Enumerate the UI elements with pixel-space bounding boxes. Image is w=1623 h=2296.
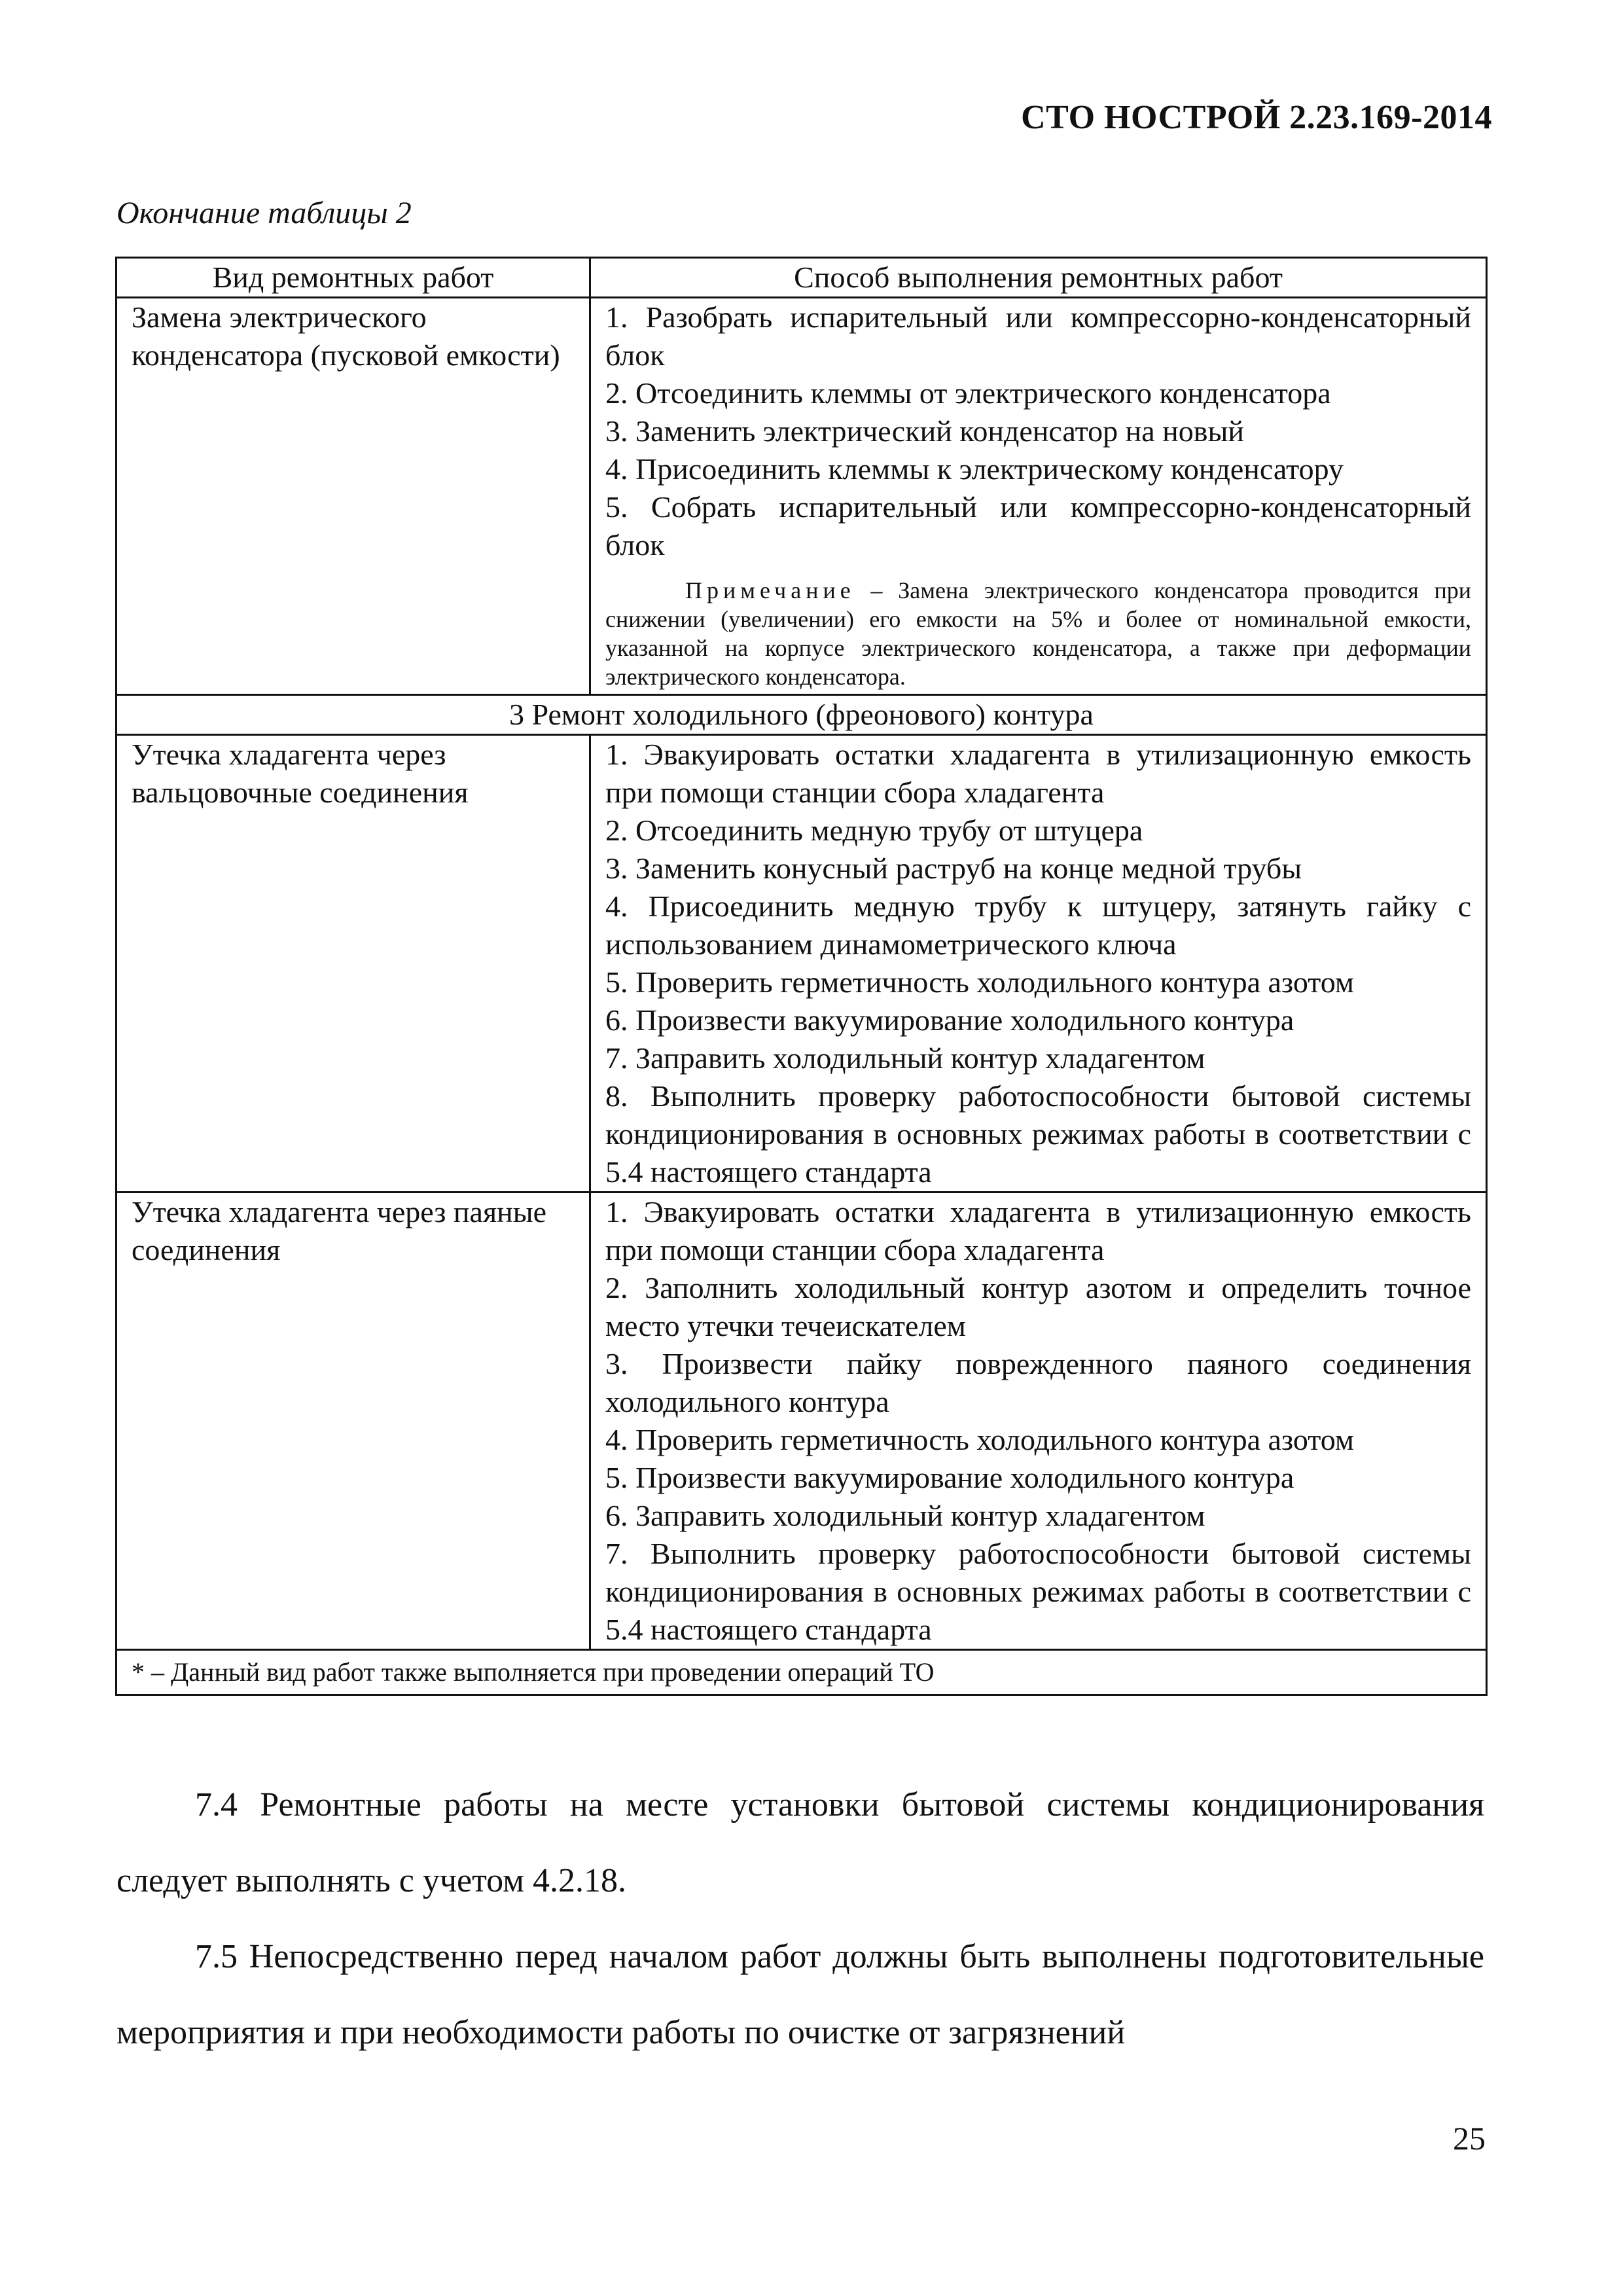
steps-list [605, 1193, 1471, 1649]
work-type-cell: Утечка хладагента через вальцовочные соединения [116, 735, 590, 1193]
step-item: 7. Заправить холодильный контур хладагентом [605, 1041, 1205, 1075]
step-item: 5. Произвести вакуумирование холодильного контура [605, 1461, 1294, 1494]
table-row [116, 298, 1487, 695]
step-item: 1. Разобрать испарительный или компрессорно-конденсаторный блок [605, 300, 1471, 372]
page-number: 25 [1453, 2120, 1486, 2157]
table-footnote: * – Данный вид работ также выполняется при проведении операций ТО [116, 1650, 1487, 1695]
step-item: 2. Отсоединить клеммы от электрического конденсатора [605, 376, 1331, 410]
footnote-row [116, 1650, 1487, 1695]
repair-works-table [115, 257, 1488, 1696]
work-type-cell: Замена электрического конденсатора (пусковой емкости) [116, 298, 590, 695]
step-item: 6. Заправить холодильный контур хладагентом [605, 1499, 1205, 1532]
step-item: 1. Эвакуировать остатки хладагента в утилизационную емкость при помощи станции сбора хладагента [605, 1195, 1471, 1266]
step-item: 3. Заменить конусный раструб на конце медной трубы [605, 852, 1302, 885]
step-item: 3. Произвести пайку поврежденного паяного соединения холодильного контура [605, 1347, 1471, 1418]
step-item: 2. Заполнить холодильный контур азотом и определить точное место утечки течеискателем [605, 1271, 1471, 1342]
step-item: 3. Заменить электрический конденсатор на новый [605, 414, 1244, 448]
steps-list [605, 298, 1471, 564]
section-title: 3 Ремонт холодильного (фреонового) контура [116, 695, 1487, 735]
table-note [605, 564, 1471, 694]
note-label: Примечание [685, 577, 855, 603]
method-cell [590, 298, 1487, 695]
step-item: 4. Присоединить клеммы к электрическому конденсатору [605, 452, 1344, 486]
table-row [116, 735, 1487, 1193]
method-cell [590, 1193, 1487, 1650]
table-continuation-caption: Окончание таблицы 2 [116, 196, 412, 230]
step-item: 6. Произвести вакуумирование холодильного контура [605, 1003, 1294, 1037]
note-text: – Замена электрического конденсатора проводится при снижении (увеличении) его емкости на 5% и более от номинальной емкости, указанной на корпусе электрического конденсатора, а также при деформации электрического конденсатора. [605, 577, 1471, 690]
step-item: 5. Проверить герметичность холодильного контура азотом [605, 965, 1354, 999]
paragraph-7-4 [116, 1767, 1484, 1919]
step-item: 4. Присоединить медную трубу к штуцеру, затянуть гайку с использованием динамометрического ключа [605, 889, 1471, 961]
column-header-method: Способ выполнения ремонтных работ [590, 258, 1487, 298]
column-header-work-type: Вид ремонтных работ [116, 258, 590, 298]
step-item: 2. Отсоединить медную трубу от штуцера [605, 814, 1143, 847]
document-code: СТО НОСТРОЙ 2.23.169-2014 [1021, 99, 1492, 136]
step-item: 5. Собрать испарительный или компрессорно-конденсаторный блок [605, 490, 1471, 562]
step-item: 4. Проверить герметичность холодильного контура азотом [605, 1423, 1354, 1456]
table-header-row [116, 258, 1487, 298]
paragraph-7-5 [116, 1919, 1484, 2071]
section-header-row [116, 695, 1487, 735]
step-item: 8. Выполнить проверку работоспособности бытовой системы кондиционирования в основных режимах работы в соответствии с 5.4 настоящего стандарта [605, 1079, 1471, 1189]
work-type-cell: Утечка хладагента через паяные соединения [116, 1193, 590, 1650]
step-item: 7. Выполнить проверку работоспособности бытовой системы кондиционирования в основных режимах работы в соответствии с 5.4 настоящего стандарта [605, 1537, 1471, 1646]
paragraph-text: 7.5 Непосредственно перед началом работ должны быть выполнены подготовительные мероприятия и при необходимости работы по очистке от загрязнений [116, 1938, 1484, 2051]
paragraph-text: 7.4 Ремонтные работы на месте установки бытовой системы кондиционирования следует выполнять с учетом 4.2.18. [116, 1786, 1484, 1899]
table-row [116, 1193, 1487, 1650]
step-item: 1. Эвакуировать остатки хладагента в утилизационную емкость при помощи станции сбора хладагента [605, 738, 1471, 809]
method-cell [590, 735, 1487, 1193]
steps-list [605, 736, 1471, 1191]
